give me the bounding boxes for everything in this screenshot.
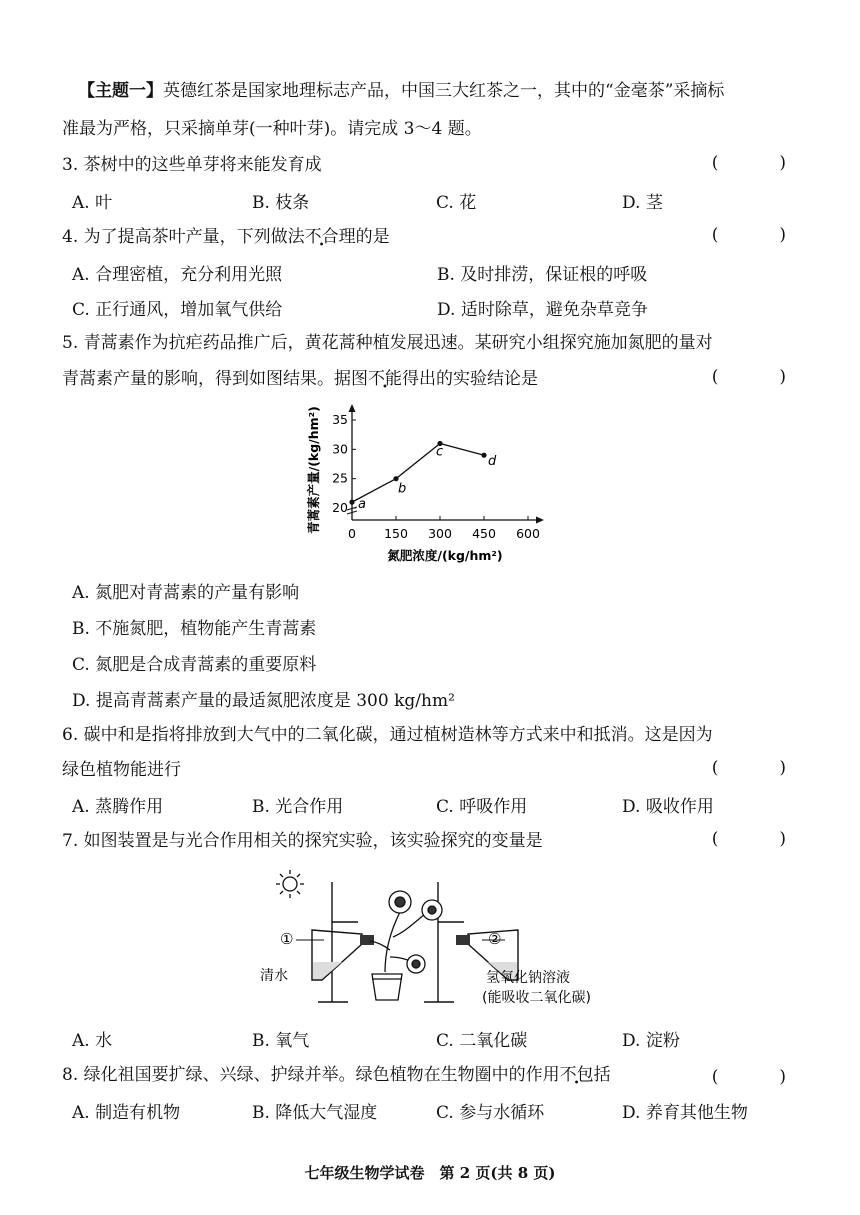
q5-option-d: D. 提高青蒿素产量的最适氮肥浓度是 300 kg/hm² xyxy=(72,691,455,711)
q6-answer-blank: ( ) xyxy=(711,758,808,778)
point-label-a: a xyxy=(358,497,366,513)
q6-option-a: A. 蒸腾作用 xyxy=(72,797,164,817)
q4-option-b: B. 及时排涝，保证根的呼吸 xyxy=(437,265,648,285)
sun-icon xyxy=(276,870,304,898)
point-label-d: d xyxy=(488,454,497,470)
q5-stem-line2: 青蒿素产量的影响，得到如图结果。据图不能得出的实验结论是 xyxy=(62,369,538,389)
nitrogen-yield-chart xyxy=(300,398,560,568)
q6-option-d: D. 吸收作用 xyxy=(622,797,714,817)
q6-stem-line1: 6. 碳中和是指将排放到大气中的二氧化碳，通过植树造林等方式来中和抵消。这是因为 xyxy=(62,725,713,745)
x-axis-arrow xyxy=(536,517,544,524)
theme-intro-line2: 准最为严格，只采摘单芽(一种叶芽)。请完成 3～4 题。 xyxy=(62,119,482,139)
data-point-b xyxy=(393,476,398,481)
q3-option-d: D. 茎 xyxy=(622,193,663,213)
q5-answer-blank: ( ) xyxy=(711,367,808,387)
q5-stem-line1: 5. 青蒿素作为抗疟药品推广后，黄花蒿种植发展迅速。某研究小组探究施加氮肥的量对 xyxy=(62,333,713,353)
data-point-a xyxy=(349,500,354,505)
right-liquid-note: (能吸收二氧化碳) xyxy=(482,990,591,1006)
q5-option-a: A. 氮肥对青蒿素的产量有影响 xyxy=(72,583,300,603)
y-tick-label: 35 xyxy=(332,412,348,427)
y-tick-label: 25 xyxy=(332,470,348,486)
q3-option-a: A. 叶 xyxy=(72,193,113,213)
label-1: ① xyxy=(280,930,294,948)
q3-option-b: B. 枝条 xyxy=(252,193,310,213)
q6-option-b: B. 光合作用 xyxy=(252,797,344,817)
q4-option-d: D. 适时除草，避免杂草竞争 xyxy=(437,300,648,320)
q8-option-a: A. 制造有机物 xyxy=(72,1103,181,1123)
x-tick-label: 0 xyxy=(348,526,356,541)
y-axis-label: 青蒿素产量/(kg/hm²) xyxy=(306,406,321,534)
right-liquid-label: 氢氧化钠溶液 xyxy=(486,970,570,986)
page-footer: 七年级生物学试卷 第 2 页(共 8 页) xyxy=(304,1164,556,1182)
q5-emphasis: 不能 xyxy=(368,369,402,389)
left-stand xyxy=(318,882,358,1002)
y-tick-label: 30 xyxy=(332,441,348,457)
x-tick-label: 600 xyxy=(516,526,540,541)
q7-stem: 7. 如图装置是与光合作用相关的探究实验，该实验探究的变量是 xyxy=(62,831,543,851)
q7-option-b: B. 氧气 xyxy=(252,1031,310,1051)
q4-stem: 4. 为了提高茶叶产量，下列做法不合理的是 xyxy=(62,227,390,247)
q8-option-d: D. 养育其他生物 xyxy=(622,1103,748,1123)
q7-option-a: A. 水 xyxy=(72,1031,113,1051)
point-label-b: b xyxy=(398,481,407,497)
x-tick-label: 150 xyxy=(384,526,408,541)
q3-answer-blank: ( ) xyxy=(711,153,808,173)
q8-answer-blank: ( ) xyxy=(711,1067,808,1087)
q4-emphasis: 不合 xyxy=(304,227,339,247)
q5-option-c: C. 氮肥是合成青蒿素的重要原料 xyxy=(72,655,317,675)
q3-option-c: C. 花 xyxy=(436,193,477,213)
q3-stem: 3. 茶树中的这些单芽将来能发育成 xyxy=(62,155,322,175)
potted-plant xyxy=(370,891,442,1000)
x-tick-label: 450 xyxy=(472,526,496,541)
point-label-c: c xyxy=(436,444,444,460)
q8-stem: 8. 绿化祖国要扩绿、兴绿、护绿并举。绿色植物在生物圈中的作用不包括 xyxy=(62,1065,611,1085)
series-line xyxy=(352,443,484,502)
y-axis-arrow xyxy=(349,404,356,412)
q7-answer-blank: ( ) xyxy=(711,829,808,849)
q8-emphasis: 不包 xyxy=(559,1065,594,1085)
q6-option-c: C. 呼吸作用 xyxy=(436,797,528,817)
q7-option-d: D. 淀粉 xyxy=(622,1031,680,1051)
q6-stem-line2: 绿色植物能进行 xyxy=(62,760,181,780)
y-tick-label: 20 xyxy=(332,500,348,515)
label-2: ② xyxy=(488,930,502,948)
photosynthesis-apparatus-figure xyxy=(250,862,630,1012)
q4-option-c: C. 正行通风，增加氧气供给 xyxy=(72,300,283,320)
q4-answer-blank: ( ) xyxy=(711,225,808,245)
theme-intro-line1: 【主题一】英德红茶是国家地理标志产品，中国三大红茶之一，其中的“金毫茶”采摘标 xyxy=(78,81,725,101)
q8-option-c: C. 参与水循环 xyxy=(436,1103,545,1123)
data-point-d xyxy=(481,453,486,458)
q8-option-b: B. 降低大气湿度 xyxy=(252,1103,378,1123)
left-funnel-container xyxy=(312,930,374,980)
q5-option-b: B. 不施氮肥，植物能产生青蒿素 xyxy=(72,619,317,639)
left-liquid-label: 清水 xyxy=(260,968,288,984)
x-tick-label: 300 xyxy=(428,526,452,541)
q4-option-a: A. 合理密植，充分利用光照 xyxy=(72,265,283,285)
x-axis-label: 氮肥浓度/(kg/hm²) xyxy=(387,548,503,563)
q7-option-c: C. 二氧化碳 xyxy=(436,1031,528,1051)
theme-lead: 【主题一】 xyxy=(78,81,163,101)
